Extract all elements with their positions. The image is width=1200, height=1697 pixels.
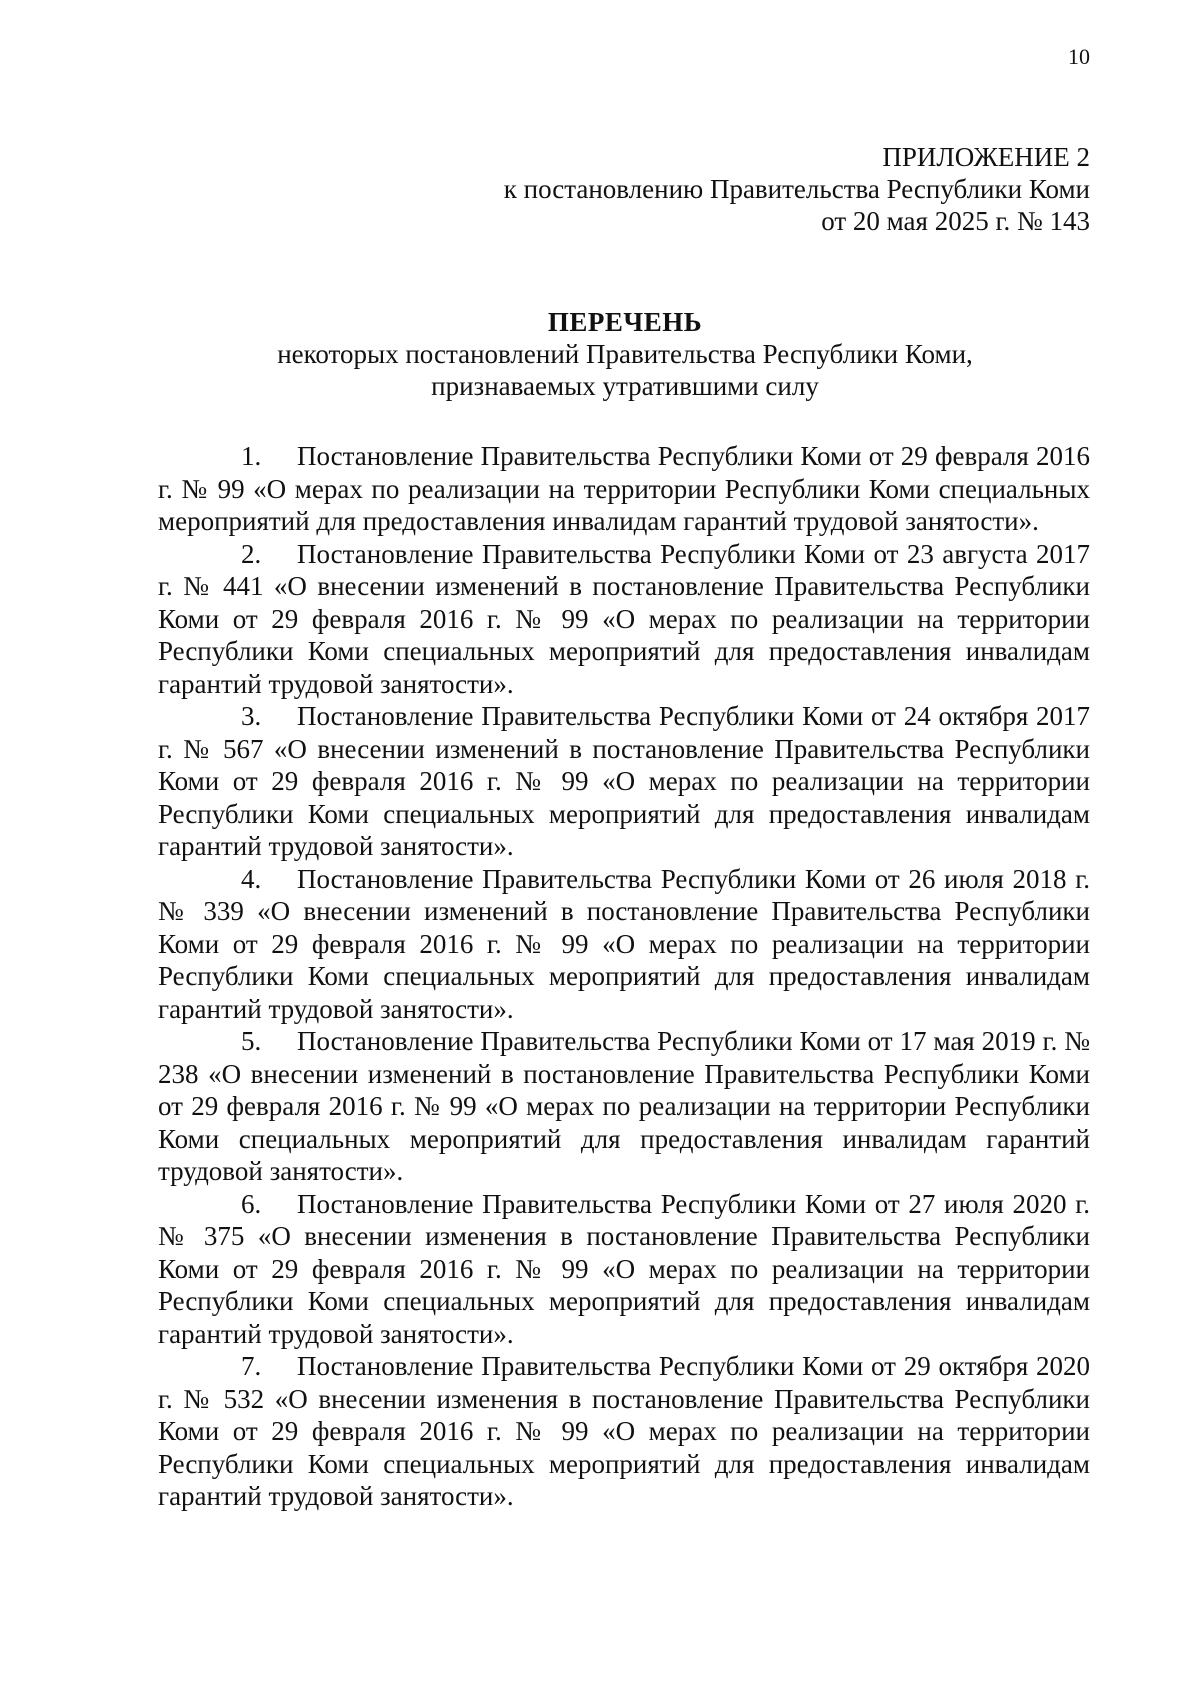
list-item-number: 2. [241,538,262,569]
list-item [158,440,1090,538]
appendix-date: от 20 мая 2025 г. № 143 [821,206,1090,236]
list-item-text: Постановление Правительства Республики Коми от 29 февраля 2016 г. № 99 «О мерах по реализации на территории Республики Коми специальных мероприятий для предоставления инвалидам гарантий трудовой занятости». [158,441,1090,536]
list-item [158,1350,1090,1513]
page-number: 10 [1068,44,1090,69]
document-subtitle-line-1: некоторых постановлений Правительства Республики Коми, [277,339,973,369]
list-item-text: Постановление Правительства Республики Коми от 17 мая 2019 г. № 238 «О внесении изменений в постановление Правительства Республики Коми от 29 февраля 2016 г. № 99 «О мерах по реализации на территории Республики Коми специальных мероприятий для предоставления инвалидам гарантий трудовой занятости». [158,1026,1090,1186]
document-subtitle-line-2: признаваемых утратившими силу [431,371,819,401]
list-item-text: Постановление Правительства Республики Коми от 26 июля 2018 г. № 339 «О внесении изменений в постановление Правительства Республики Коми от 29 февраля 2016 г. № 99 «О мерах по реализации на территории Республики Коми специальных мероприятий для предоставления инвалидам гарантий трудовой занятости». [158,863,1090,1024]
list-item-number: 1. [241,441,262,471]
document-heading [0,306,1200,402]
list-item-number: 5. [241,1026,262,1056]
list-item-number: 6. [241,1188,262,1219]
list-item [158,1188,1090,1351]
list-item-text: Постановление Правительства Республики Коми от 29 октября 2020 г. № 532 «О внесении изменения в постановление Правительства Республики Коми от 29 февраля 2016 г. № 99 «О мерах по реализации на территории Республики Коми специальных мероприятий для предоставления инвалидам гарантий трудовой занятости». [158,1351,1090,1511]
list-item [158,700,1090,863]
list-item [158,1025,1090,1188]
list-item-number: 3. [241,701,262,731]
list-item-number: 4. [241,863,262,894]
decree-list [158,440,1090,1513]
appendix-label: ПРИЛОЖЕНИЕ 2 [882,142,1090,172]
list-item-text: Постановление Правительства Республики Коми от 23 августа 2017 г. № 441 «О внесении изменений в постановление Правительства Республики Коми от 29 февраля 2016 г. № 99 «О мерах по реализации на территории Республики Коми специальных мероприятий для предоставления инвалидам гарантий трудовой занятости». [158,538,1090,699]
list-item-text: Постановление Правительства Республики Коми от 27 июля 2020 г. № 375 «О внесении изменения в постановление Правительства Республики Коми от 29 февраля 2016 г. № 99 «О мерах по реализации на территории Республики Коми специальных мероприятий для предоставления инвалидам гарантий трудовой занятости». [158,1188,1090,1349]
document-title: ПЕРЕЧЕНЬ [547,307,703,337]
list-item-number: 7. [241,1351,262,1381]
appendix-header [504,141,1090,237]
appendix-reference: к постановлению Правительства Республики Коми [503,174,1090,204]
list-item [158,538,1090,701]
list-item [158,863,1090,1026]
list-item-text: Постановление Правительства Республики Коми от 24 октября 2017 г. № 567 «О внесении изменений в постановление Правительства Республики Коми от 29 февраля 2016 г. № 99 «О мерах по реализации на территории Республики Коми специальных мероприятий для предоставления инвалидам гарантий трудовой занятости». [158,701,1090,861]
